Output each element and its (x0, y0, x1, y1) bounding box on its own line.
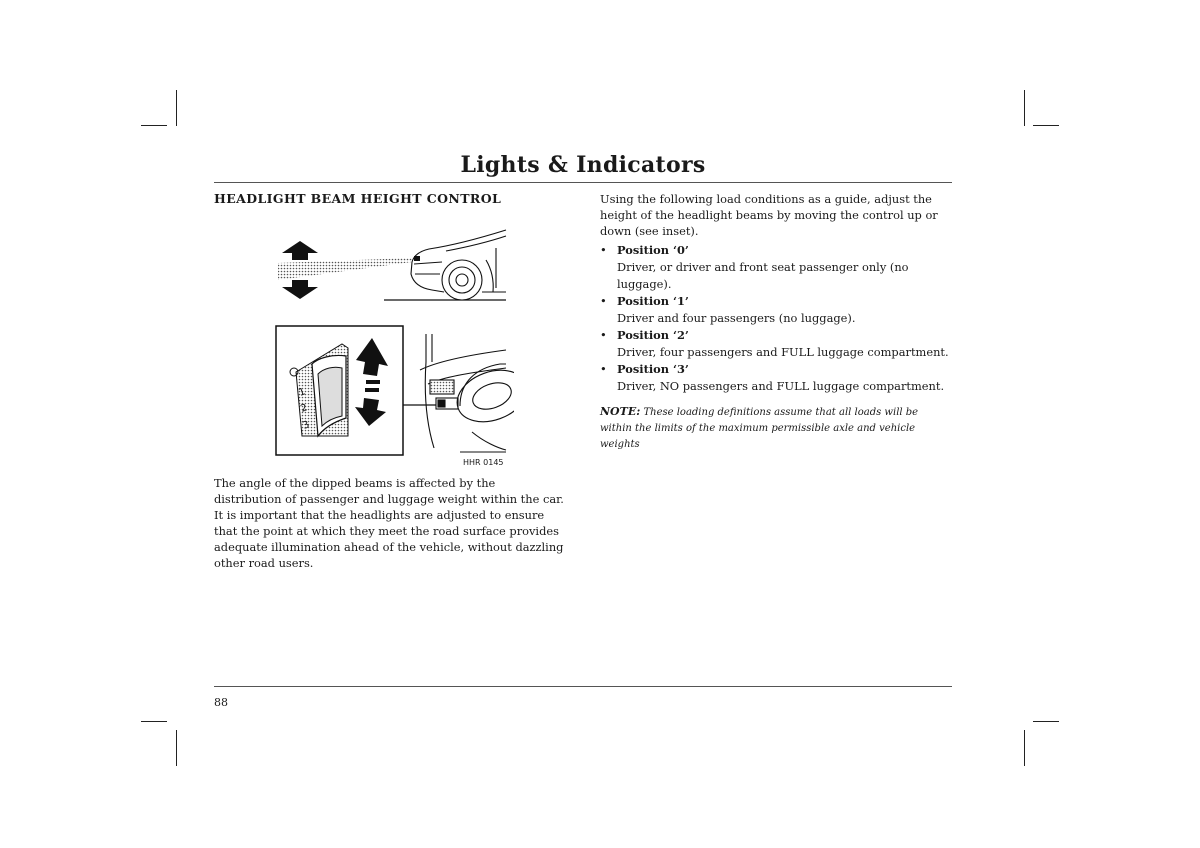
crop-mark (1024, 90, 1025, 126)
bullet-icon: • (600, 243, 607, 257)
list-item (600, 361, 952, 395)
position-digit: 1 (297, 386, 308, 399)
position-list (600, 242, 952, 395)
page-title: Lights & Indicators (460, 152, 706, 178)
position-description: Driver, NO passengers and FULL luggage compartment. (617, 379, 945, 393)
footer-rule (214, 686, 952, 687)
crop-mark (141, 721, 167, 722)
title-rule (214, 182, 952, 183)
intro-paragraph: Using the following load conditions as a guide, adjust the height of the headlight beams by moving the control up or down (see inset). (600, 192, 938, 238)
note (600, 404, 952, 453)
crop-mark (176, 730, 177, 766)
crop-mark (176, 90, 177, 126)
note-label: NOTE: (600, 405, 641, 418)
position-description: Driver and four passengers (no luggage). (617, 311, 856, 325)
position-label: Position ‘2’ (617, 328, 689, 342)
body-paragraph: The angle of the dipped beams is affected by the distribution of passenger and luggage weight within the car. It is important that the headlights are adjusted to ensure that the point at which they meet the road surface provides adequate illumination ahead of the vehicle, without dazzling other road users. (214, 476, 564, 570)
control-inset (276, 326, 403, 455)
position-label: Position ‘1’ (617, 294, 689, 308)
car-front-icon (411, 230, 506, 300)
light-beam (278, 258, 412, 280)
right-column (600, 191, 952, 453)
position-digit: 2 (299, 402, 310, 415)
crop-mark (1024, 730, 1025, 766)
position-description: Driver, four passengers and FULL luggage compartment. (617, 345, 949, 359)
position-label: Position ‘3’ (617, 362, 689, 376)
bullet-icon: • (600, 362, 607, 376)
crop-mark (1033, 125, 1059, 126)
bullet-icon: • (600, 294, 607, 308)
list-item (600, 327, 952, 361)
figure-code: HHR 0145 (463, 458, 504, 467)
headlight-illustration-svg (214, 222, 514, 472)
position-label: Position ‘0’ (617, 243, 689, 257)
dashboard-icon (420, 334, 514, 452)
position-digit: 3 (301, 419, 312, 432)
list-item (600, 242, 952, 293)
arrow-up-icon (282, 241, 318, 260)
crop-mark (141, 125, 167, 126)
position-description: Driver, or driver and front seat passenger only (no luggage). (617, 260, 909, 291)
bullet-icon: • (600, 328, 607, 342)
headlight-illustration (214, 222, 514, 472)
note-text: These loading definitions assume that all loads will be within the limits of the maximum permissible axle and vehicle weights (600, 407, 919, 450)
section-heading: HEADLIGHT BEAM HEIGHT CONTROL (214, 191, 502, 206)
list-item (600, 293, 952, 327)
beam-diagram (278, 230, 506, 300)
page-number: 88 (214, 696, 228, 709)
crop-mark (1033, 721, 1059, 722)
arrow-down-icon (282, 280, 318, 299)
